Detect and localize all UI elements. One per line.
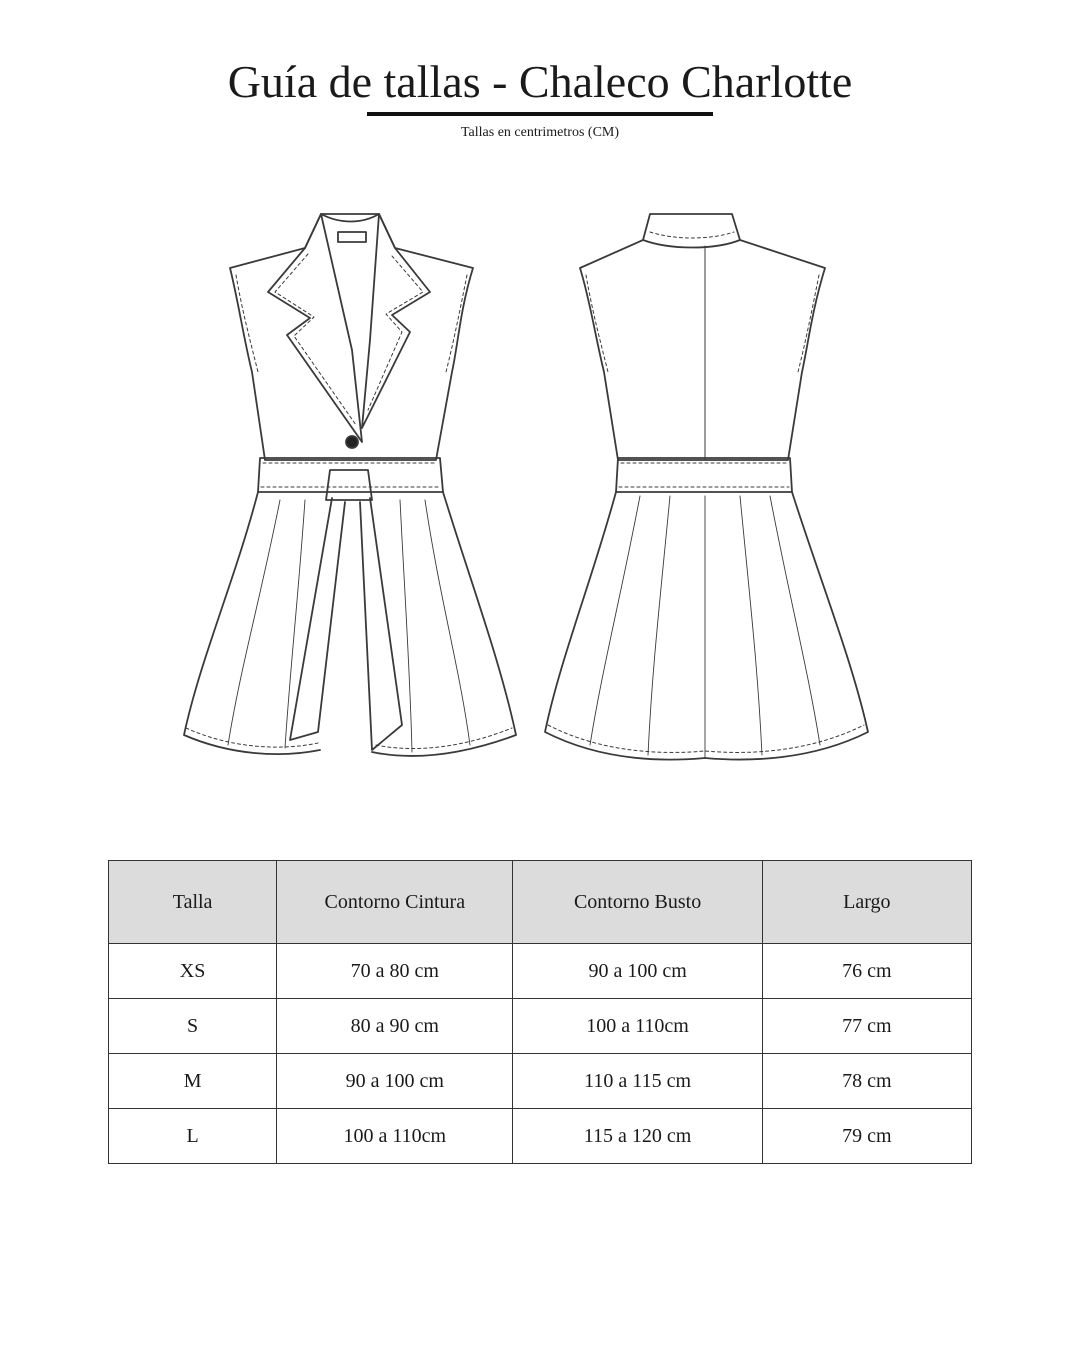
dress-front-icon bbox=[184, 214, 516, 756]
cell-talla: M bbox=[109, 1054, 277, 1109]
cell-busto: 100 a 110cm bbox=[513, 999, 762, 1054]
cell-busto: 110 a 115 cm bbox=[513, 1054, 762, 1109]
cell-cintura: 90 a 100 cm bbox=[277, 1054, 513, 1109]
page-subtitle: Tallas en centrimetros (CM) bbox=[460, 125, 620, 140]
size-table bbox=[108, 860, 972, 1164]
cell-largo: 78 cm bbox=[762, 1054, 971, 1109]
dress-back-icon bbox=[545, 214, 868, 760]
garment-illustration bbox=[140, 180, 940, 820]
cell-busto: 115 a 120 cm bbox=[513, 1109, 762, 1164]
page-title: Guía de tallas - Chaleco Charlotte bbox=[227, 56, 853, 107]
cell-cintura: 80 a 90 cm bbox=[277, 999, 513, 1054]
cell-largo: 79 cm bbox=[762, 1109, 971, 1164]
table-row bbox=[109, 1054, 972, 1109]
table-header-row bbox=[109, 861, 972, 944]
table-row bbox=[109, 999, 972, 1054]
cell-largo: 76 cm bbox=[762, 944, 971, 999]
cell-talla: S bbox=[109, 999, 277, 1054]
cell-cintura: 70 a 80 cm bbox=[277, 944, 513, 999]
header-contorno-cintura: Contorno Cintura bbox=[277, 861, 513, 944]
table-row bbox=[109, 1109, 972, 1164]
cell-cintura: 100 a 110cm bbox=[277, 1109, 513, 1164]
title-underline bbox=[367, 112, 713, 116]
table-row bbox=[109, 944, 972, 999]
header-largo: Largo bbox=[762, 861, 971, 944]
header-talla: Talla bbox=[109, 861, 277, 944]
cell-talla: L bbox=[109, 1109, 277, 1164]
header-contorno-busto: Contorno Busto bbox=[513, 861, 762, 944]
cell-talla: XS bbox=[109, 944, 277, 999]
cell-busto: 90 a 100 cm bbox=[513, 944, 762, 999]
cell-largo: 77 cm bbox=[762, 999, 971, 1054]
